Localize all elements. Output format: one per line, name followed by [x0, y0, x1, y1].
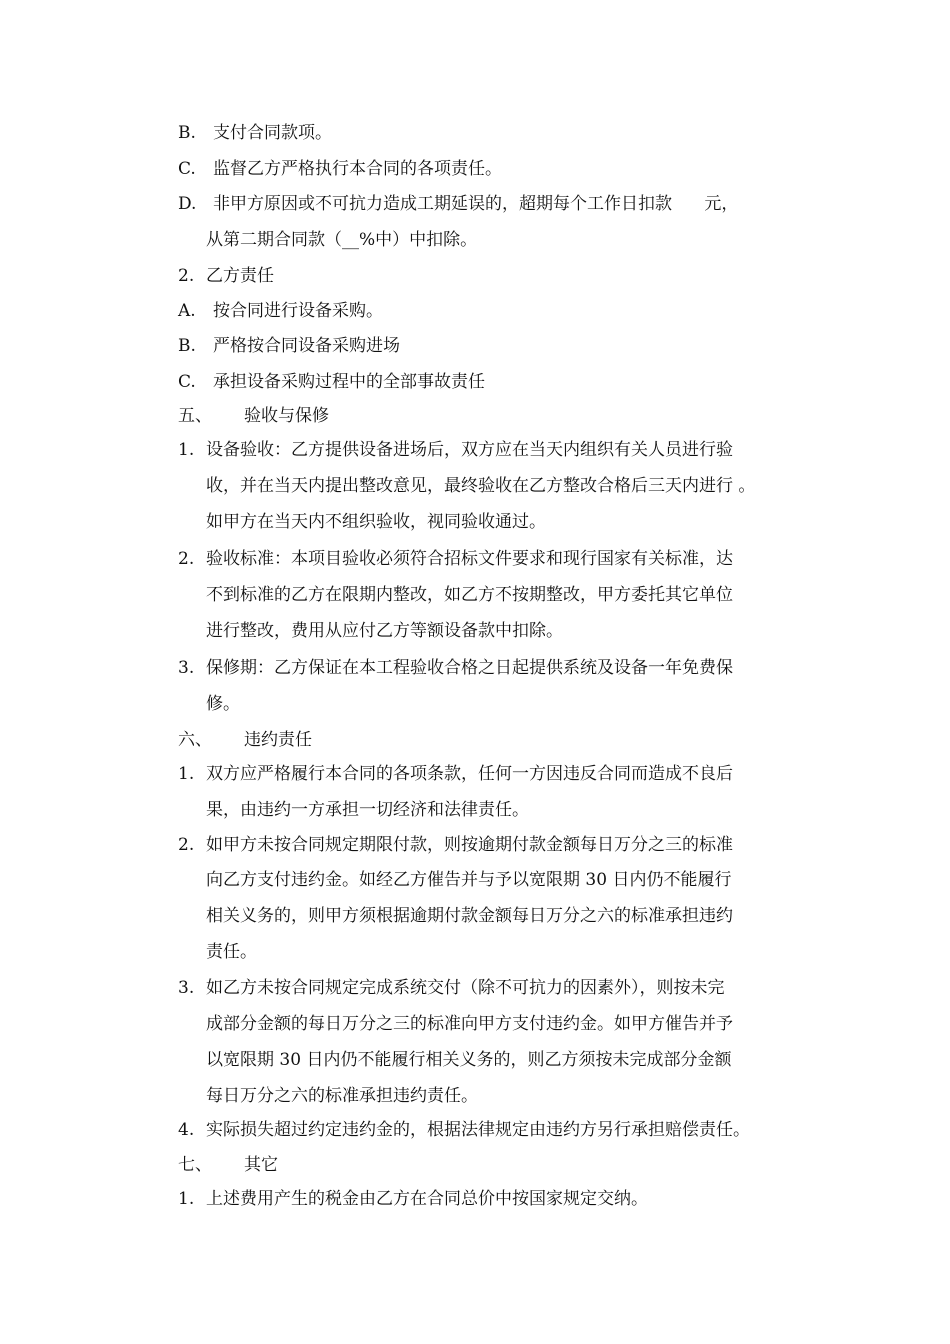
- continuation-line: [206, 904, 733, 928]
- clause-text: 设备验收：乙方提供设备进场后，双方应在当天内组织有关人员进行验: [206, 440, 733, 460]
- clause-text: 双方应严格履行本合同的各项条款，任何一方因违反合同而造成不良后: [206, 764, 733, 784]
- continuation-line: [206, 1048, 731, 1072]
- clause-marker: C.: [178, 372, 196, 392]
- clause-marker: 3.: [178, 978, 195, 998]
- clause-text: 实际损失超过约定违约金的，根据法律规定由违约方另行承担赔偿责任。: [206, 1120, 750, 1140]
- clause-text: 承担设备采购过程中的全部事故责任: [213, 372, 485, 392]
- clause-text: 上述费用产生的税金由乙方在合同总价中按国家规定交纳。: [206, 1189, 648, 1209]
- clause-marker: B.: [178, 123, 196, 143]
- clause-text: 向乙方支付违约金。如经乙方催告并与予以宽限期 30 日内仍不能履行: [206, 870, 732, 890]
- clause-text: 按合同进行设备采购。: [213, 301, 383, 321]
- clause-marker: 1.: [178, 764, 195, 784]
- continuation-line: [206, 692, 240, 716]
- clause-text: 支付合同款项。: [213, 123, 332, 143]
- continuation-line: [206, 619, 563, 643]
- clause-marker: 2.: [178, 266, 195, 286]
- continuation-line: [206, 868, 731, 892]
- clause-text: 严格按合同设备采购进场: [213, 336, 400, 356]
- clause-text: 收，并在当天内提出整改意见，最终验收在乙方整改合格后三天内进行 。: [206, 476, 756, 496]
- clause-marker: C.: [178, 159, 196, 179]
- clause-marker: 1.: [178, 440, 195, 460]
- clause-text: 乙方责任: [206, 266, 274, 286]
- continuation-line: [206, 1084, 478, 1108]
- clause-text: 如甲方未按合同规定期限付款，则按逾期付款金额每日万分之三的标准: [206, 835, 733, 855]
- clause-text: 每日万分之六的标准承担违约责任。: [206, 1086, 478, 1106]
- continuation-line: [206, 583, 733, 607]
- clause-text: 监督乙方严格执行本合同的各项责任。: [213, 159, 502, 179]
- clause-text: 如甲方在当天内不组织验收，视同验收通过。: [206, 512, 546, 532]
- clause-marker: 六、: [178, 730, 212, 750]
- clause-text: 其它: [244, 1155, 278, 1175]
- clause-text: 进行整改，费用从应付乙方等额设备款中扣除。: [206, 621, 563, 641]
- clause-text: 责任。: [206, 942, 257, 962]
- continuation-line: [206, 474, 755, 498]
- clause-text: 修。: [206, 694, 240, 714]
- clause-text: 从第二期合同款（__%中）中扣除。: [206, 230, 478, 250]
- continuation-line: [206, 510, 546, 534]
- clause-text: 如乙方未按合同规定完成系统交付（除不可抗力的因素外），则按未完: [206, 978, 725, 998]
- clause-marker: 七、: [178, 1155, 212, 1175]
- clause-marker: D.: [178, 194, 197, 214]
- continuation-line: [206, 940, 257, 964]
- clause-text: 果，由违约一方承担一切经济和法律责任。: [206, 800, 529, 820]
- continuation-line: [206, 798, 529, 822]
- clause-text: 验收标准：本项目验收必须符合招标文件要求和现行国家有关标准，达: [206, 549, 733, 569]
- clause-text: 非甲方原因或不可抗力造成工期延误的，超期每个工作日扣款 元，: [213, 194, 739, 214]
- clause-text: 成部分金额的每日万分之三的标准向甲方支付违约金。如甲方催告并予: [206, 1014, 733, 1034]
- clause-marker: 1.: [178, 1189, 195, 1209]
- clause-marker: 2.: [178, 549, 195, 569]
- clause-text: 以宽限期 30 日内仍不能履行相关义务的，则乙方须按未完成部分金额: [206, 1050, 732, 1070]
- clause-text: 验收与保修: [244, 406, 329, 426]
- clause-marker: 3.: [178, 658, 195, 678]
- clause-text: 相关义务的，则甲方须根据逾期付款金额每日万分之六的标准承担违约: [206, 906, 733, 926]
- clause-marker: B.: [178, 336, 196, 356]
- clause-marker: 五、: [178, 406, 212, 426]
- clause-text: 保修期：乙方保证在本工程验收合格之日起提供系统及设备一年免费保: [206, 658, 733, 678]
- clause-text: 违约责任: [244, 730, 312, 750]
- continuation-line: [206, 228, 477, 252]
- clause-text: 不到标准的乙方在限期内整改，如乙方不按期整改，甲方委托其它单位: [206, 585, 733, 605]
- clause-marker: A.: [178, 301, 196, 321]
- clause-marker: 2.: [178, 835, 195, 855]
- clause-marker: 4.: [178, 1120, 195, 1140]
- continuation-line: [206, 1012, 733, 1036]
